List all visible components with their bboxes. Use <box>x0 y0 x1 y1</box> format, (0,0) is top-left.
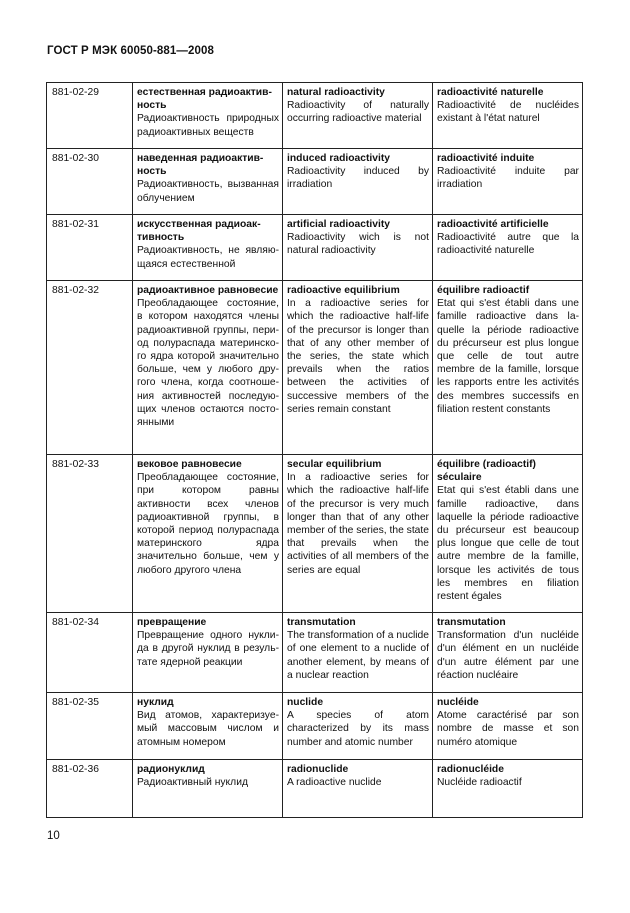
term-code: 881-02-31 <box>47 215 133 281</box>
russian-definition: Радиоактивность природных радиоактивных веществ <box>137 113 279 138</box>
english-term: artificial radioactivity <box>287 219 391 230</box>
english-definition: Radioactivity wich is not natural radioactivity <box>287 232 429 257</box>
russian-cell <box>133 149 283 215</box>
terminology-table <box>46 82 583 818</box>
french-definition: Atome caractérisé par son nombre de masse et son numéro atomique <box>437 710 579 748</box>
russian-term: вековое равновесие <box>137 459 242 470</box>
russian-definition: Преобладающее состояние, в котором находятся члены радиоактивной группы, период полураспада материнского ядра которой значительно больше, чем у любого другого члена, когда соотношения активностей последующих членов остаются постоянными <box>137 298 279 429</box>
english-cell <box>283 613 433 693</box>
french-definition: Radioactivité de nucléides existant à l'état naturel <box>437 100 579 125</box>
english-term: nuclide <box>287 697 324 708</box>
french-definition: Radioactivité induite par irradiation <box>437 166 579 191</box>
term-code: 881-02-35 <box>47 693 133 760</box>
table-row <box>47 693 583 760</box>
english-definition: The transformation of a nuclide of one element to a nuclide of another element, by means of a nuclear reaction <box>287 630 429 681</box>
russian-cell <box>133 613 283 693</box>
table-row <box>47 281 583 455</box>
french-term: équilibre (radioactif) séculaire <box>437 459 536 484</box>
english-cell <box>283 281 433 455</box>
russian-term: наведенная радиоактивность <box>137 153 264 178</box>
russian-cell <box>133 760 283 818</box>
french-cell <box>433 455 583 613</box>
term-code: 881-02-32 <box>47 281 133 455</box>
english-definition: In a radioactive series for which the radioactive half-life of the precursor is longer than that of any other member of the series, the state which prevails when the ratios between the activities of successive members of the series remain constant <box>287 298 429 415</box>
french-term: radionucléide <box>437 764 504 775</box>
english-cell <box>283 693 433 760</box>
english-cell <box>283 455 433 613</box>
french-cell <box>433 281 583 455</box>
french-cell <box>433 149 583 215</box>
french-term: transmutation <box>437 617 506 628</box>
russian-term: искусственная радиоактивность <box>137 219 261 244</box>
table-row <box>47 215 583 281</box>
term-code: 881-02-29 <box>47 83 133 149</box>
russian-term: нуклид <box>137 697 174 708</box>
english-definition: In a radioactive series for which the radioactive half-life of the precursor is very much longer than that of any other member of the series, the state that prevails when the activities of all members of the series are equal <box>287 472 429 576</box>
term-code: 881-02-36 <box>47 760 133 818</box>
table-row <box>47 613 583 693</box>
russian-definition: Радиоактивность, не являющаяся естественной <box>137 245 279 270</box>
english-definition: Radioactivity induced by irradiation <box>287 166 429 191</box>
russian-definition: Радиоактивность, вызванная облучением <box>137 179 279 204</box>
french-definition: Radioactivité autre que la radioactivité naturelle <box>437 232 579 257</box>
english-term: transmutation <box>287 617 356 628</box>
russian-cell <box>133 83 283 149</box>
table-row <box>47 455 583 613</box>
russian-cell <box>133 693 283 760</box>
russian-definition: Радиоактивный нуклид <box>137 777 248 789</box>
english-term: natural radioactivity <box>287 87 385 98</box>
french-term: radioactivité artificielle <box>437 219 549 230</box>
english-cell <box>283 760 433 818</box>
french-term: équilibre radioactif <box>437 285 530 296</box>
english-term: radioactive equilibrium <box>287 285 400 296</box>
russian-definition: Превращение одного нуклида в другой нуклид в результате ядерной реакции <box>137 630 279 668</box>
french-definition: Transformation d'un nucléide d'un élément en un nucléide d'un autre élément par une réaction nucléaire <box>437 630 579 681</box>
page-number: 10 <box>47 830 60 842</box>
russian-cell <box>133 215 283 281</box>
russian-term: радионуклид <box>137 764 205 775</box>
french-term: radioactivité naturelle <box>437 87 544 98</box>
russian-cell <box>133 455 283 613</box>
russian-term: естественная радиоактивность <box>137 87 272 112</box>
english-cell <box>283 215 433 281</box>
french-cell <box>433 760 583 818</box>
document-header: ГОСТ Р МЭК 60050-881—2008 <box>47 45 214 57</box>
term-code: 881-02-30 <box>47 149 133 215</box>
french-cell <box>433 613 583 693</box>
table-body <box>47 83 583 818</box>
term-code: 881-02-34 <box>47 613 133 693</box>
english-definition: Radioactivity of naturally occurring radioactive material <box>287 100 429 125</box>
french-definition: Nucléide radioactif <box>437 777 522 789</box>
english-cell <box>283 149 433 215</box>
english-definition: A radioactive nuclide <box>287 777 382 789</box>
russian-definition: Вид атомов, характеризуемый массовым числом и атомным номером <box>137 710 279 748</box>
table-row <box>47 83 583 149</box>
english-cell <box>283 83 433 149</box>
russian-definition: Преобладающее состояние, при котором равны активности всех членов радиоактивной группы, в которой период полураспада материнского ядра значительно больше, чем у любого другого члена <box>137 472 279 576</box>
term-code: 881-02-33 <box>47 455 133 613</box>
english-term: secular equilibrium <box>287 459 382 470</box>
french-definition: Etat qui s'est établi dans une famille radioactive dans laquelle la période radioactive du précurseur est plus longue que celle de tout autre membre de la famille, lorsque les rapports entre les activités des membres successifs en filiation restent constants <box>437 298 579 415</box>
french-cell <box>433 693 583 760</box>
french-term: nucléide <box>437 697 479 708</box>
russian-term: превращение <box>137 617 207 628</box>
french-term: radioactivité induite <box>437 153 535 164</box>
english-term: induced radioactivity <box>287 153 390 164</box>
english-definition: A species of atom characterized by its mass number and atomic number <box>287 710 429 748</box>
english-term: radionuclide <box>287 764 349 775</box>
table-row <box>47 760 583 818</box>
french-cell <box>433 215 583 281</box>
french-cell <box>433 83 583 149</box>
french-definition: Etat qui s'est établi dans une famille radioactive, dans laquelle la période radioactive du précurseur est beaucoup plus longue que celle de tout autre membre de la famille, lorsque les activités de tous les membres en filiation restent égales <box>437 485 579 603</box>
russian-term: радиоактивное равновесие <box>137 285 279 296</box>
russian-cell <box>133 281 283 455</box>
table-row <box>47 149 583 215</box>
